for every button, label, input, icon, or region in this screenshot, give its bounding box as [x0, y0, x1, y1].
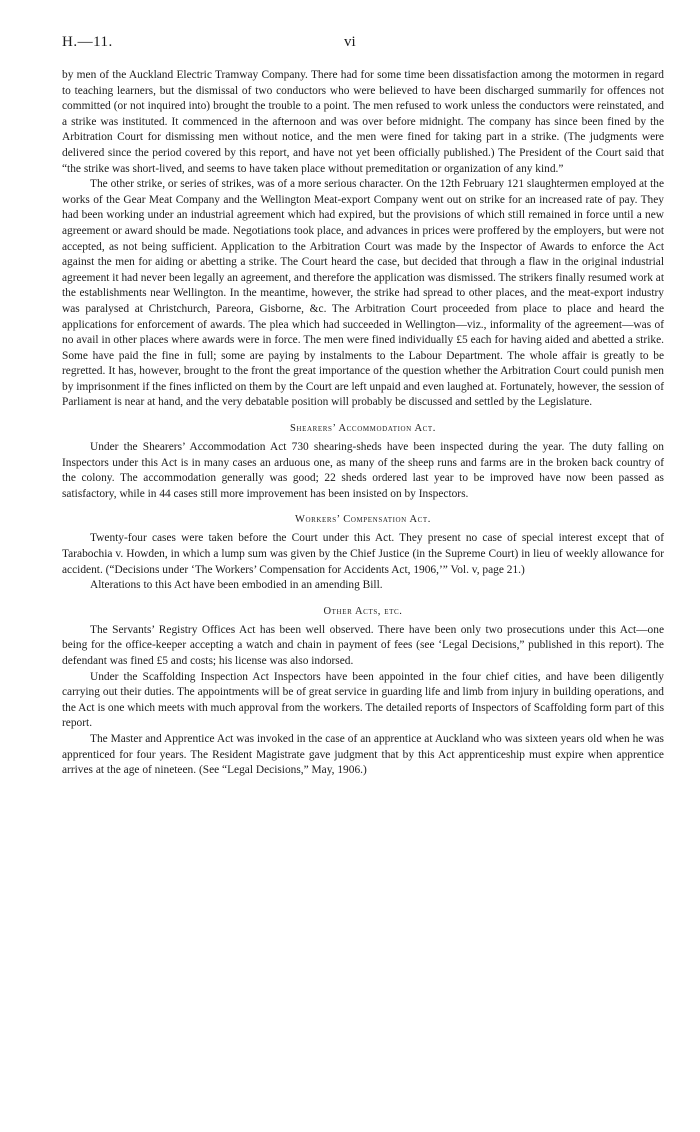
paragraph-tramway-strike: by men of the Auckland Electric Tramway Company. There had for some time been dissatisfaction among the motormen in regard to teaching learners, but the dismissal of two conductors who were believed to have been discharged summarily for offences not committed (or not inquired into) brought the trouble to a point. The men refused to work unless the conductors were reinstated, and a strike was instituted. It commenced in the afternoon and was over before midnight. The company has since been fined by the Arbitration Court for dismissing men without notice, and the men were fined for taking part in a strike. (The judgments were delivered since the period covered by this report, and have not yet been officially published.) The President of the Court said that “the strike was short-lived, and seems to have taken place without premeditation or organization of any kind.”: [62, 69, 664, 175]
paragraph-workers-compensation: Twenty-four cases were taken before the Court under this Act. They present no case of special interest except that of Tarabochia v. Howden, in which a lump sum was given by the Chief Justice (in the Supreme Court) in lieu of weekly allowance for accident. (“Decisions under ‘The Workers’ Compensation for Accidents Act, 1906,’” Vol. v, page 21.): [62, 532, 664, 576]
page-number: vi: [344, 34, 356, 50]
section-heading-workers: [62, 514, 664, 525]
paragraph-apprentice: The Master and Apprentice Act was invoked in the case of an apprentice at Auckland who was sixteen years old when he was apprenticed for four years. The Resident Magistrate gave judgment that by this Act apprenticeship must expire when apprentice arrives at the age of nineteen. (See “Legal Decisions,” May, 1906.): [62, 732, 664, 777]
paragraph-registry-offices: The Servants’ Registry Offices Act has been well observed. There have been only two prosecutions under this Act—one being for the office-keeper accepting a watch and chain in payment of fees (see ‘Legal Decisions,” published in this report). The defendant was fined £5 and costs; his license was also indorsed.: [62, 623, 664, 667]
section-heading-shearers-text: Shearers’ Accommodation Act.: [289, 423, 437, 435]
paragraph-meat-strike: The other strike, or series of strikes, was of a more serious character. On the 12th February 121 slaughtermen employed at the works of the Gear Meat Company and the Wellington Meat-export Company went out on strike for an increased rate of pay. They had been working under an industrial agreement which had expired, but the provisions of which still remained in force until a new agreement or award should be made. Negotiations took place, and advances in prices were proffered by the employers, but were not accepted, as not being sufficient. Application to the Arbitration Court was made by the Inspector of Awards to enforce the Act against the men for aiding or abetting a strike. The Court heard the case, but decided that through a flaw in the original industrial agreement it had never been legally an agreement, and therefore the application was dismissed. The strikers finally resumed work at the establishments near Wellington. In the meantime, however, the strike had spread to other places, and the meat-export industry was paralysed at Christchurch, Pareora, Gisborne, &c. The Arbitration Court proceeded from place to place and heard the applications for enforcement of awards. The plea which had succeeded in Wellington—viz., informality of the agreement—was of no avail in other places where awards were in force. The men were fined individually £5 each for having aided and abetted a strike. Some have paid the fine in full; some are paying by instalments to the Labour Department. The whole affair is greatly to be regretted. It has, however, brought to the front the great importance of the question whether the Arbitration Court could punish men by imprisonment if the fines inflicted on them by the Court are left unpaid and even laughed at. Fortunately, however, the session of Parliament is near at hand, and the very debatable position will probably be discussed and settled by the Legislature.: [62, 178, 664, 409]
document-reference: H.—11.: [62, 34, 113, 50]
section-heading-shearers: [62, 423, 664, 434]
section-heading-other-acts: [62, 606, 664, 617]
paragraph-amending-bill: Alterations to this Act have been embodied in an amending Bill.: [90, 579, 383, 592]
paragraph-shearers: Under the Shearers’ Accommodation Act 730 shearing-sheds have been inspected during the year. The duty falling on Inspectors under this Act is in many cases an arduous one, as many of the sheep runs and farms are in the broken back country of the colony. The accommodation generally was good; 22 sheds ordered last year to be improved have now been passed as satisfactory, while in 44 cases still more improvement has been insisted on by Inspectors.: [62, 441, 664, 500]
section-heading-other-acts-text: Other Acts, etc.: [323, 605, 403, 617]
page-header: [62, 34, 664, 60]
section-heading-workers-text: Workers’ Compensation Act.: [294, 514, 432, 526]
paragraph-scaffolding: Under the Scaffolding Inspection Act Inspectors have been appointed in the four chief cities, and have been diligently carrying out their duties. The appointments will be of great service in guarding life and limb from injury in building operations, and the Act is one which meets with much approval from the workers. The detailed reports of Inspectors of Scaffolding form part of this report.: [62, 670, 664, 730]
